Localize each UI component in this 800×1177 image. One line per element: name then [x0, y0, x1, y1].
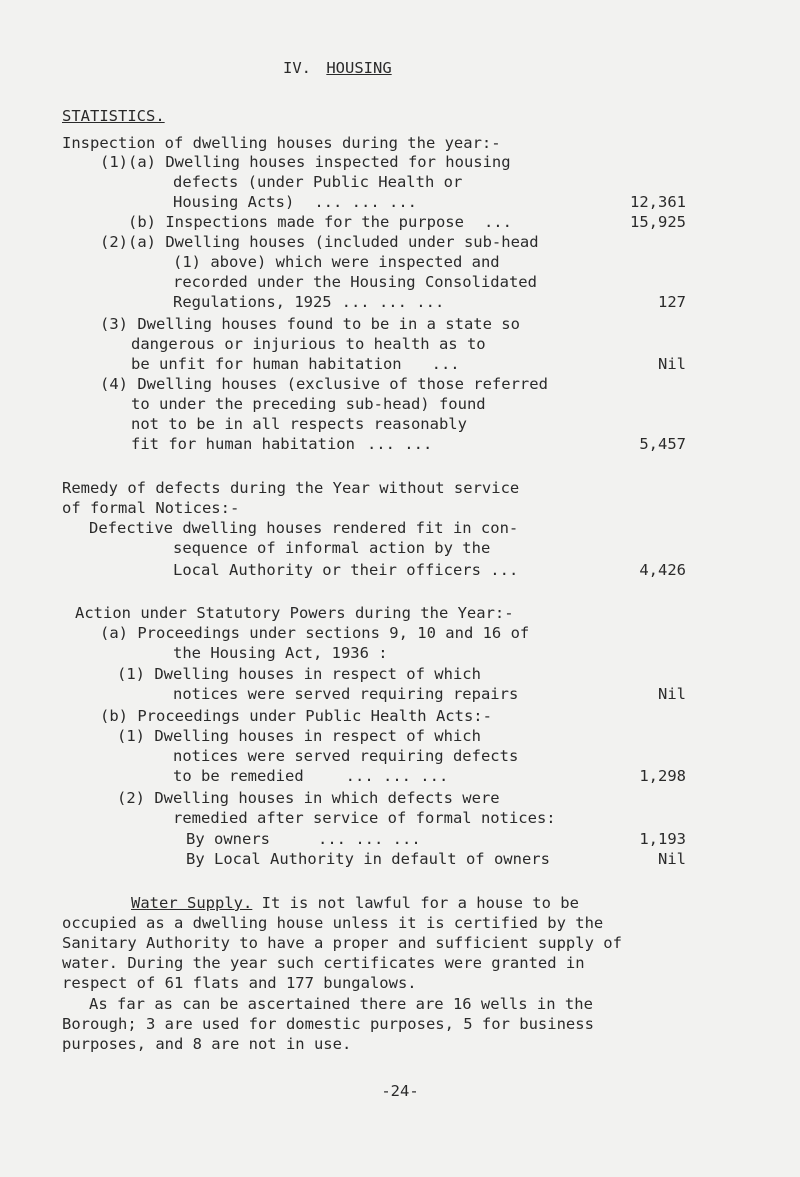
- item-3-line-1: (3) Dwelling houses found to be in a state so: [100, 315, 520, 333]
- item-3-value: Nil: [658, 355, 686, 373]
- action-a1-value: Nil: [658, 685, 686, 703]
- action-b1-line-1: (1) Dwelling houses in respect of which: [117, 727, 481, 745]
- remedy-intro-line-1: Remedy of defects during the Year without service: [62, 479, 520, 497]
- action-b1-line-3: to be remedied ... ... ...: [173, 767, 449, 785]
- action-b2-la-value: Nil: [658, 850, 686, 868]
- inspection-intro: Inspection of dwelling houses during the year:-: [62, 134, 501, 152]
- section-heading: [283, 58, 392, 78]
- item-1a-line-2: defects (under Public Health or: [173, 173, 463, 191]
- remedy-item-line-3: Local Authority or their officers ...: [173, 561, 519, 579]
- water-line-2: occupied as a dwelling house unless it is certified by the: [62, 914, 604, 932]
- item-4-line-2: to under the preceding sub-head) found: [131, 395, 486, 413]
- action-b2-owners-line: By owners ... ... ...: [186, 830, 421, 848]
- water-line-4: water. During the year such certificates were granted in: [62, 954, 585, 972]
- action-b-line: (b) Proceedings under Public Health Acts:-: [100, 707, 492, 725]
- action-a-line-1: (a) Proceedings under sections 9, 10 and 16 of: [100, 624, 530, 642]
- water-line-5: respect of 61 flats and 177 bungalows.: [62, 974, 417, 992]
- water-line-8: purposes, and 8 are not in use.: [62, 1035, 352, 1053]
- statistics-label: STATISTICS.: [62, 107, 165, 125]
- remedy-value: 4,426: [639, 561, 686, 579]
- item-1b-value: 15,925: [630, 213, 686, 231]
- water-line-7: Borough; 3 are used for domestic purposes, 5 for business: [62, 1015, 594, 1033]
- action-a-line-2: the Housing Act, 1936 :: [173, 644, 388, 662]
- item-4-line-3: not to be in all respects reasonably: [131, 415, 467, 433]
- action-a1-line-1: (1) Dwelling houses in respect of which: [117, 665, 481, 683]
- action-b2-line-1: (2) Dwelling houses in which defects were: [117, 789, 500, 807]
- action-a1-line-2: notices were served requiring repairs: [173, 685, 519, 703]
- item-1b-line: (b) Inspections made for the purpose ...: [128, 213, 512, 231]
- remedy-intro-line-2: of formal Notices:-: [62, 499, 240, 517]
- water-line-6: As far as can be ascertained there are 16 wells in the: [89, 995, 593, 1013]
- item-1a-value: 12,361: [630, 193, 686, 211]
- remedy-item-line-2: sequence of informal action by the: [173, 539, 491, 557]
- item-1a-line-1: (1)(a) Dwelling houses inspected for housing: [100, 153, 511, 171]
- item-4-value: 5,457: [639, 435, 686, 453]
- section-number: IV.: [283, 59, 311, 77]
- remedy-item-line-1: Defective dwelling houses rendered fit in con-: [89, 519, 519, 537]
- item-1a-line-3: Housing Acts) ... ... ...: [173, 193, 417, 211]
- water-line-1: Water Supply. It is not lawful for a house to be: [131, 894, 579, 912]
- item-4-line-1: (4) Dwelling houses (exclusive of those referred: [100, 375, 548, 393]
- item-3-line-3: be unfit for human habitation ...: [131, 355, 460, 373]
- item-2a-line-2: (1) above) which were inspected and: [173, 253, 500, 271]
- item-2a-line-4: Regulations, 1925 ... ... ...: [173, 293, 445, 311]
- item-2a-value: 127: [658, 293, 686, 311]
- action-b2-owners-value: 1,193: [639, 830, 686, 848]
- action-intro: Action under Statutory Powers during the Year:-: [75, 604, 514, 622]
- water-title: Water Supply.: [131, 894, 253, 912]
- item-2a-line-1: (2)(a) Dwelling houses (included under sub-head: [100, 233, 539, 251]
- action-b1-value: 1,298: [639, 767, 686, 785]
- action-b2-la-line: By Local Authority in default of owners: [186, 850, 550, 868]
- page-number: -24-: [381, 1082, 419, 1100]
- section-title: HOUSING: [326, 59, 392, 77]
- item-3-line-2: dangerous or injurious to health as to: [131, 335, 486, 353]
- action-b2-line-2: remedied after service of formal notices:: [173, 809, 556, 827]
- water-line-3: Sanitary Authority to have a proper and sufficient supply of: [62, 934, 622, 952]
- item-2a-line-3: recorded under the Housing Consolidated: [173, 273, 537, 291]
- action-b1-line-2: notices were served requiring defects: [173, 747, 519, 765]
- item-4-line-4: fit for human habitation ... ...: [131, 435, 433, 453]
